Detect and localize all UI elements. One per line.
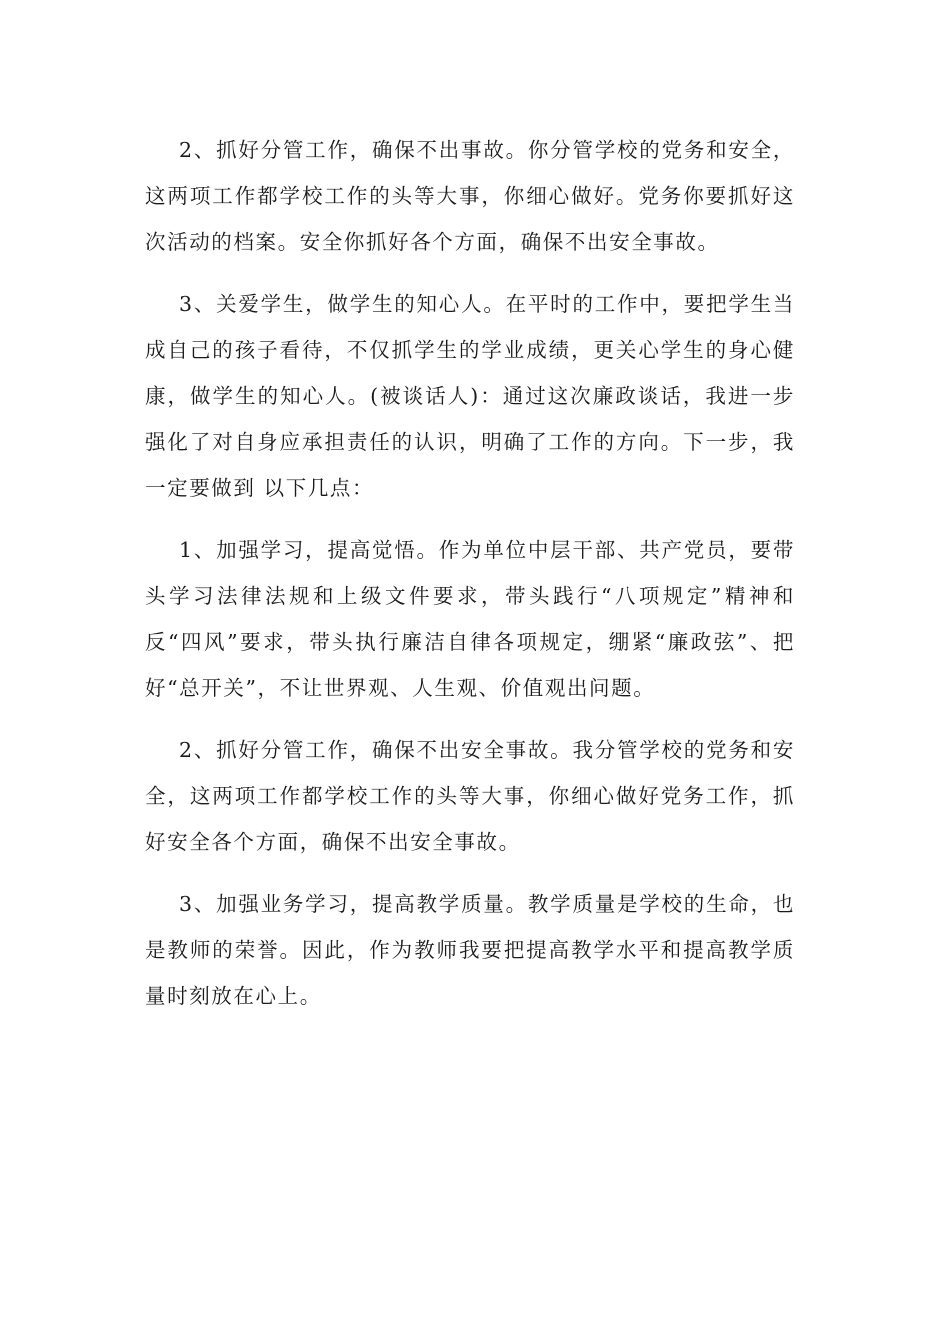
paragraph-4: 2、抓好分管工作，确保不出安全事故。我分管学校的党务和安全，这两项工作都学校工作的头等大事，你细心做好党务工作，抓好安全各个方面，确保不出安全事故。 xyxy=(145,738,795,854)
paragraph-5: 3、加强业务学习，提高教学质量。教学质量是学校的生命，也是教师的荣誉。因此，作为教师我要把提高教学水平和提高教学质量时刻放在心上。 xyxy=(145,892,795,1008)
paragraph-3: 1、加强学习，提高觉悟。作为单位中层干部、共产党员，要带头学习法律法规和上级文件要求，带头践行“八项规定”精神和反“四风”要求，带头执行廉洁自律各项规定，绷紧“廉政弦”、把好“总开关”，不让世界观、人生观、价值观出问题。 xyxy=(145,538,795,700)
paragraph-2: 3、关爱学生，做学生的知心人。在平时的工作中，要把学生当成自己的孩子看待，不仅抓学生的学业成绩，更关心学生的身心健康，做学生的知心人。(被谈话人)：通过这次廉政谈话，我进一步强化了对自身应承担责任的认识，明确了工作的方向。下一步，我一定要做到 以下几点： xyxy=(145,292,795,500)
document-body xyxy=(145,127,795,1035)
paragraph-1: 2、抓好分管工作，确保不出事故。你分管学校的党务和安全，这两项工作都学校工作的头等大事，你细心做好。党务你要抓好这次活动的档案。安全你抓好各个方面，确保不出安全事故。 xyxy=(145,138,795,254)
